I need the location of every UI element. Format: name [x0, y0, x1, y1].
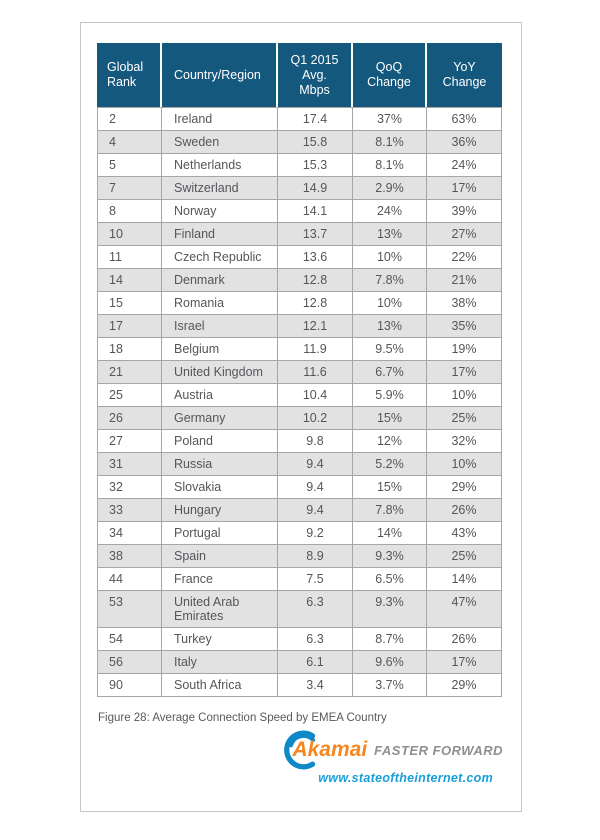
table-row	[97, 223, 502, 246]
brand-tagline: FASTER FORWARD	[374, 742, 503, 758]
table-row	[97, 154, 502, 177]
cell-mbps: 12.8	[278, 292, 353, 315]
cell-rank: 7	[97, 177, 162, 200]
table-row	[97, 131, 502, 154]
cell-country: Hungary	[162, 499, 278, 522]
cell-yoy: 26%	[427, 499, 502, 522]
cell-rank: 10	[97, 223, 162, 246]
cell-qoq: 9.5%	[353, 338, 427, 361]
cell-qoq: 15%	[353, 476, 427, 499]
cell-qoq: 10%	[353, 246, 427, 269]
cell-rank: 18	[97, 338, 162, 361]
cell-rank: 90	[97, 674, 162, 697]
cell-mbps: 9.4	[278, 499, 353, 522]
cell-mbps: 6.3	[278, 591, 353, 628]
table-row	[97, 315, 502, 338]
cell-mbps: 14.1	[278, 200, 353, 223]
table-row	[97, 269, 502, 292]
cell-yoy: 32%	[427, 430, 502, 453]
cell-rank: 17	[97, 315, 162, 338]
table-row	[97, 407, 502, 430]
cell-mbps: 3.4	[278, 674, 353, 697]
cell-country: Poland	[162, 430, 278, 453]
column-header-qoq: QoQ Change	[353, 43, 427, 107]
cell-yoy: 19%	[427, 338, 502, 361]
cell-country: Austria	[162, 384, 278, 407]
cell-country: Spain	[162, 545, 278, 568]
cell-country: Norway	[162, 200, 278, 223]
cell-rank: 27	[97, 430, 162, 453]
table-row	[97, 361, 502, 384]
cell-rank: 26	[97, 407, 162, 430]
cell-country: Turkey	[162, 628, 278, 651]
cell-qoq: 8.7%	[353, 628, 427, 651]
cell-mbps: 14.9	[278, 177, 353, 200]
cell-rank: 4	[97, 131, 162, 154]
table-row	[97, 246, 502, 269]
cell-mbps: 17.4	[278, 107, 353, 131]
website-url[interactable]: www.stateoftheinternet.com	[318, 771, 493, 785]
cell-rank: 31	[97, 453, 162, 476]
cell-yoy: 35%	[427, 315, 502, 338]
cell-qoq: 3.7%	[353, 674, 427, 697]
cell-mbps: 12.1	[278, 315, 353, 338]
column-header-mbps: Q1 2015 Avg. Mbps	[278, 43, 353, 107]
cell-mbps: 9.8	[278, 430, 353, 453]
cell-qoq: 13%	[353, 223, 427, 246]
cell-yoy: 24%	[427, 154, 502, 177]
table-row	[97, 591, 502, 628]
cell-yoy: 29%	[427, 476, 502, 499]
cell-rank: 56	[97, 651, 162, 674]
figure-caption: Figure 28: Average Connection Speed by EMEA Country	[98, 712, 387, 724]
cell-mbps: 9.4	[278, 453, 353, 476]
cell-mbps: 7.5	[278, 568, 353, 591]
cell-rank: 38	[97, 545, 162, 568]
cell-qoq: 8.1%	[353, 131, 427, 154]
cell-yoy: 25%	[427, 545, 502, 568]
cell-country: Netherlands	[162, 154, 278, 177]
table-row	[97, 338, 502, 361]
table-row	[97, 430, 502, 453]
cell-qoq: 7.8%	[353, 269, 427, 292]
cell-qoq: 24%	[353, 200, 427, 223]
cell-country: Switzerland	[162, 177, 278, 200]
cell-mbps: 15.3	[278, 154, 353, 177]
table-row	[97, 651, 502, 674]
cell-country: Russia	[162, 453, 278, 476]
table-row	[97, 453, 502, 476]
cell-qoq: 13%	[353, 315, 427, 338]
table-row	[97, 292, 502, 315]
cell-qoq: 5.9%	[353, 384, 427, 407]
cell-country: United Arab Emirates	[162, 591, 278, 628]
cell-rank: 54	[97, 628, 162, 651]
cell-rank: 53	[97, 591, 162, 628]
cell-qoq: 9.3%	[353, 545, 427, 568]
cell-country: South Africa	[162, 674, 278, 697]
cell-yoy: 47%	[427, 591, 502, 628]
cell-country: Germany	[162, 407, 278, 430]
column-header-rank: Global Rank	[97, 43, 162, 107]
cell-qoq: 37%	[353, 107, 427, 131]
table-row	[97, 568, 502, 591]
column-header-yoy: YoY Change	[427, 43, 502, 107]
cell-country: Slovakia	[162, 476, 278, 499]
cell-qoq: 6.7%	[353, 361, 427, 384]
cell-mbps: 11.9	[278, 338, 353, 361]
speed-table	[97, 43, 502, 697]
cell-yoy: 39%	[427, 200, 502, 223]
cell-yoy: 17%	[427, 361, 502, 384]
cell-yoy: 17%	[427, 177, 502, 200]
cell-country: Denmark	[162, 269, 278, 292]
table-row	[97, 177, 502, 200]
table-header-row	[97, 43, 502, 107]
cell-qoq: 15%	[353, 407, 427, 430]
cell-yoy: 10%	[427, 384, 502, 407]
cell-mbps: 10.4	[278, 384, 353, 407]
cell-mbps: 8.9	[278, 545, 353, 568]
cell-country: France	[162, 568, 278, 591]
cell-qoq: 9.3%	[353, 591, 427, 628]
cell-yoy: 25%	[427, 407, 502, 430]
akamai-logo	[279, 729, 503, 785]
cell-country: Portugal	[162, 522, 278, 545]
cell-yoy: 22%	[427, 246, 502, 269]
table-body	[97, 107, 502, 697]
cell-rank: 2	[97, 107, 162, 131]
cell-rank: 15	[97, 292, 162, 315]
cell-qoq: 8.1%	[353, 154, 427, 177]
cell-mbps: 9.2	[278, 522, 353, 545]
cell-mbps: 12.8	[278, 269, 353, 292]
cell-country: United Kingdom	[162, 361, 278, 384]
cell-rank: 25	[97, 384, 162, 407]
cell-mbps: 6.1	[278, 651, 353, 674]
cell-country: Finland	[162, 223, 278, 246]
cell-qoq: 7.8%	[353, 499, 427, 522]
cell-yoy: 21%	[427, 269, 502, 292]
cell-mbps: 6.3	[278, 628, 353, 651]
cell-qoq: 9.6%	[353, 651, 427, 674]
cell-country: Czech Republic	[162, 246, 278, 269]
brand-row	[279, 729, 503, 771]
cell-yoy: 36%	[427, 131, 502, 154]
column-header-country: Country/Region	[162, 43, 278, 107]
table-row	[97, 384, 502, 407]
cell-rank: 14	[97, 269, 162, 292]
cell-yoy: 26%	[427, 628, 502, 651]
cell-country: Romania	[162, 292, 278, 315]
cell-qoq: 12%	[353, 430, 427, 453]
cell-rank: 21	[97, 361, 162, 384]
cell-yoy: 29%	[427, 674, 502, 697]
cell-mbps: 10.2	[278, 407, 353, 430]
cell-rank: 34	[97, 522, 162, 545]
table-row	[97, 200, 502, 223]
cell-qoq: 6.5%	[353, 568, 427, 591]
cell-qoq: 5.2%	[353, 453, 427, 476]
cell-rank: 8	[97, 200, 162, 223]
page-card	[80, 22, 522, 812]
cell-yoy: 38%	[427, 292, 502, 315]
cell-country: Belgium	[162, 338, 278, 361]
cell-country: Sweden	[162, 131, 278, 154]
cell-mbps: 9.4	[278, 476, 353, 499]
cell-mbps: 11.6	[278, 361, 353, 384]
table-row	[97, 674, 502, 697]
table-row	[97, 476, 502, 499]
cell-rank: 44	[97, 568, 162, 591]
cell-rank: 5	[97, 154, 162, 177]
cell-country: Ireland	[162, 107, 278, 131]
brand-name: Akamai	[292, 738, 368, 761]
cell-qoq: 14%	[353, 522, 427, 545]
cell-yoy: 17%	[427, 651, 502, 674]
cell-mbps: 13.7	[278, 223, 353, 246]
cell-yoy: 63%	[427, 107, 502, 131]
cell-yoy: 27%	[427, 223, 502, 246]
cell-qoq: 2.9%	[353, 177, 427, 200]
cell-mbps: 15.8	[278, 131, 353, 154]
cell-country: Israel	[162, 315, 278, 338]
table-row	[97, 545, 502, 568]
cell-yoy: 43%	[427, 522, 502, 545]
cell-country: Italy	[162, 651, 278, 674]
table-row	[97, 499, 502, 522]
cell-mbps: 13.6	[278, 246, 353, 269]
cell-yoy: 14%	[427, 568, 502, 591]
cell-rank: 33	[97, 499, 162, 522]
table-row	[97, 522, 502, 545]
cell-qoq: 10%	[353, 292, 427, 315]
table-row	[97, 628, 502, 651]
cell-rank: 32	[97, 476, 162, 499]
table-row	[97, 107, 502, 131]
cell-yoy: 10%	[427, 453, 502, 476]
cell-rank: 11	[97, 246, 162, 269]
